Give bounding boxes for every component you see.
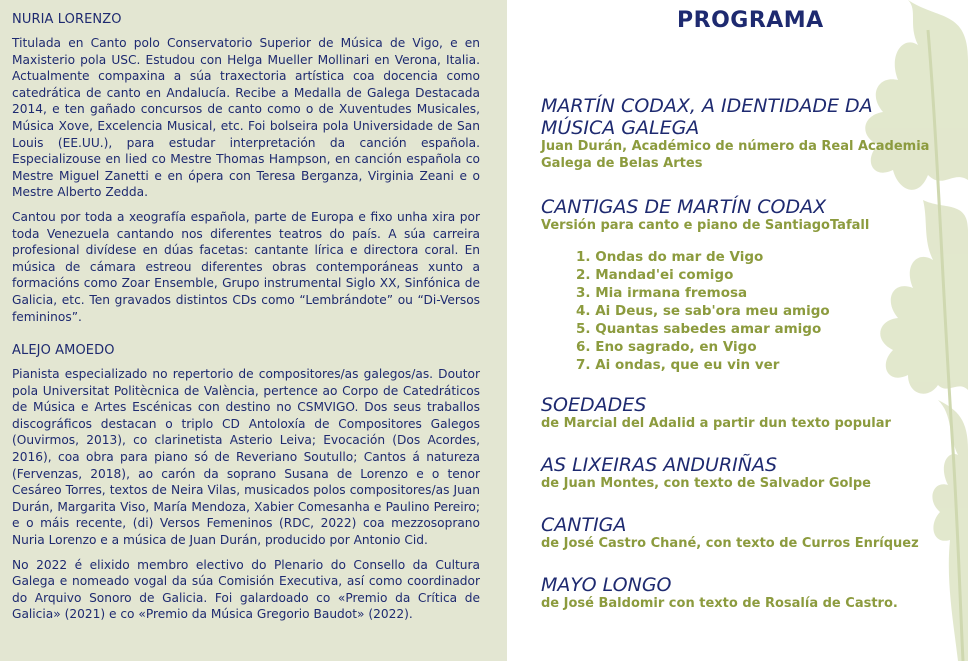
work-title: SOEDADES (541, 394, 647, 416)
program-item-codax-identidade (541, 95, 941, 172)
alejo-heading: ALEJO AMOEDO (12, 343, 115, 359)
program-item-mayo-longo (541, 574, 941, 613)
program-panel (507, 0, 968, 661)
work-description: Versión para canto e piano de SantiagoTafall (541, 218, 870, 233)
nuria-paragraph-1: Titulada en Canto polo Conservatorio Superior de Música de Vigo, e en Maxisterio pola USC. Estudou con Helga Mueller Mollinari en Verona, Italia. Actualmente compaxina a súa traxectoria artística coa docencia como catedrática de canto en Andalucía. Recibe a Medalla de Galega Destacada 2014, e ten gañado concursos de canto como o de Xuventudes Musicales, Música Xove, Excelencia Musical, etc. Foi bolseira pola Universidade de San Louis (EE.UU.), para estudar interpretación da canción española. Especializouse en lied co Mestre Thomas Hampson, en canción española co Mestre Miguel Zanetti e en ópera con Teresa Berganza, Virginia Zeani e o Mestre Alberto Zedda. (12, 36, 480, 200)
nuria-paragraph-2: Cantou por toda a xeografía española, parte de Europa e fixo unha xira por toda Venezuela cantando nos diferentes teatros do país. A súa carreira profesional divídese en dúas facetas: cantante lírica e directora coral. En música de cámara estreou diferentes obras contemporáneas xunto a formacións como Zoar Ensemble, Grupo instrumental Siglo XX, Sinfónica de Galicia, etc. Ten gravados distintos CDs como “Lembrándote” ou “Di-Versos femininos”. (12, 209, 480, 324)
work-description: de Marcial del Adalid a partir dun texto popular (541, 416, 891, 431)
work-description: de Juan Montes, con texto de Salvador Golpe (541, 476, 871, 491)
song-item: 2. Mandad'ei comigo (576, 267, 734, 283)
program-item-lixeiras (541, 454, 941, 493)
song-list (576, 248, 830, 374)
work-title: MARTÍN CODAX, A IDENTIDADE DA MÚSICA GALEGA (541, 95, 873, 139)
work-description: Juan Durán, Académico de número da Real Academia Galega de Belas Artes (541, 139, 930, 171)
nuria-heading: NURIA LORENZO (12, 12, 122, 27)
alejo-paragraph-1: Pianista especializado no repertorio de compositores/as galegos/as. Doutor pola Universitat Politècnica de València, pertence ao Corpo de Catedráticos de Música e Artes Escénicas con destino no CSMVIGO. Dos seus traballos discográficos destacan o triplo CD Antoloxía de Compositores Galegos (Ouvirmos, 2013), co clarinetista Asterio Leiva; Evocación (Dos Acordes, 2016), coa obra para piano só de Reveriano Soutullo; Cantos á natureza (Fervenzas, 2018), ao carón da soprano Susana de Lorenzo e o tenor Cesáreo Torres, textos de Neira Vilas, musicados polos compositores/as Juan Durán, Margarita Viso, María Mendoza, Xabier Comesanha e Paulino Pereiro; e o máis recente, (di) Versos Femeninos (RDC, 2022) coa mezzosoprano Nuria Lorenzo e a música de Juan Durán, producido por Antonio Cid. (12, 367, 480, 548)
song-item: 1. Ondas do mar de Vigo (576, 249, 764, 265)
work-title: MAYO LONGO (541, 574, 672, 596)
program-title: PROGRAMA (677, 8, 824, 33)
song-item: 6. Eno sagrado, en Vigo (576, 339, 757, 355)
song-item: 4. Ai Deus, se sab'ora meu amigo (576, 303, 830, 319)
program-item-cantigas (541, 196, 941, 235)
biography-content (12, 12, 480, 631)
song-item: 7. Ai ondas, que eu vin ver (576, 357, 780, 373)
program-item-soedades (541, 394, 941, 433)
alejo-paragraph-2: No 2022 é elixido membro electivo do Plenario do Consello da Cultura Galega e nomeado vogal da súa Comisión Executiva, así como coordinador do Arquivo Sonoro de Galicia. Foi galardoado co «Premio da Crítica de Galicia» (2021) e co «Premio da Música Gregorio Baudot» (2022). (12, 557, 480, 622)
program-item-cantiga (541, 514, 941, 553)
song-item: 5. Quantas sabedes amar amigo (576, 321, 822, 337)
work-description: de José Baldomir con texto de Rosalía de Castro. (541, 596, 898, 611)
song-item: 3. Mia irmana fremosa (576, 285, 748, 301)
work-description: de José Castro Chané, con texto de Curros Enríquez (541, 536, 919, 551)
work-title: CANTIGA (541, 514, 627, 536)
work-title: AS LIXEIRAS ANDURIÑAS (541, 454, 778, 476)
work-title: CANTIGAS DE MARTÍN CODAX (541, 196, 827, 218)
